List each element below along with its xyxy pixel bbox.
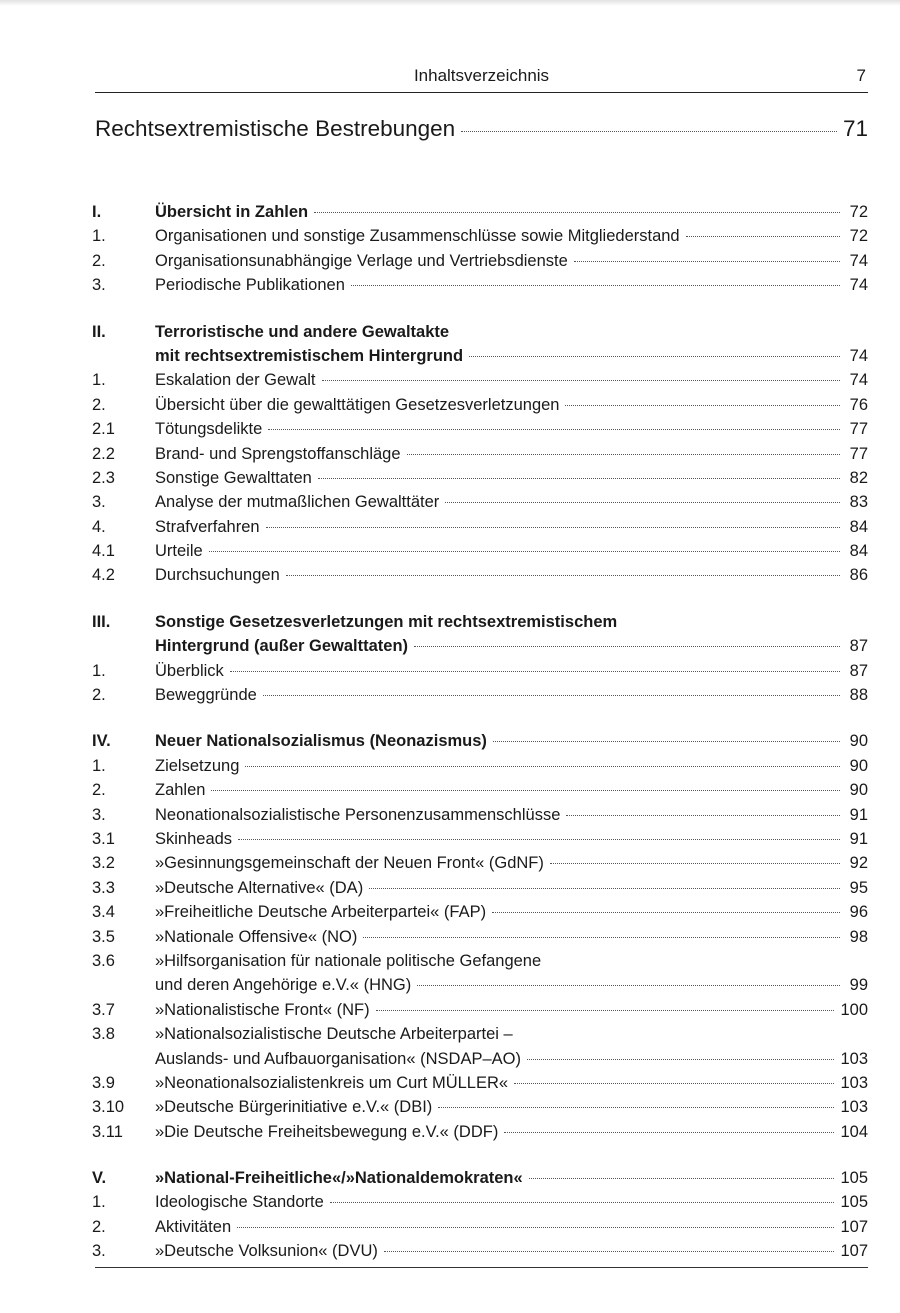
toc-entry-number: 3.7 [92, 1000, 115, 1019]
dot-leader [330, 1202, 835, 1203]
dot-leader [686, 236, 840, 237]
toc-entry-title: Aktivitäten [155, 1217, 232, 1236]
dot-leader [237, 1227, 834, 1228]
dot-leader [268, 429, 840, 430]
toc-section-heading[interactable] [92, 344, 868, 368]
toc-entry[interactable] [92, 1047, 868, 1071]
toc-entry[interactable] [92, 490, 868, 514]
toc-section-heading[interactable] [92, 1166, 868, 1190]
toc-entry-title: Durchsuchungen [155, 566, 280, 585]
toc-entry[interactable] [92, 973, 868, 997]
toc-section [92, 1166, 868, 1264]
toc-entry-title: »National-Freiheitliche«/»Nationaldemokraten« [155, 1169, 523, 1188]
toc-entry-title: »Hilfsorganisation für nationale politische Gefangene [155, 951, 542, 970]
toc-entry[interactable] [92, 1190, 868, 1214]
toc-entry-title: Periodische Publikationen [155, 276, 345, 295]
dot-leader [209, 551, 840, 552]
toc-entry-number: 2.2 [92, 444, 115, 463]
toc-entry-number: 3. [92, 1242, 106, 1261]
scan-top-band [0, 0, 900, 6]
dot-leader [550, 863, 840, 864]
dot-leader [266, 527, 840, 528]
toc-entry-title: Überblick [155, 661, 224, 680]
toc-entry-title: Zielsetzung [155, 756, 240, 775]
toc-section-heading[interactable] [92, 729, 868, 753]
dot-leader [438, 1107, 834, 1108]
toc-entry[interactable] [92, 224, 868, 248]
toc-entry-page: 77 [849, 420, 868, 439]
toc-entry-title: Übersicht in Zahlen [155, 203, 309, 221]
toc-section-heading [92, 320, 868, 344]
toc-entry[interactable] [92, 368, 868, 392]
toc-entry-number: II. [92, 322, 106, 341]
toc-entry-page: 77 [849, 444, 868, 463]
toc-entry-number: 2. [92, 686, 106, 705]
toc-entry-page: 84 [849, 542, 868, 561]
toc-entry-title: »Gesinnungsgemeinschaft der Neuen Front« (GdNF) [155, 854, 544, 873]
toc-entry-page: 107 [840, 1217, 868, 1236]
toc-entry-page: 88 [849, 686, 868, 705]
toc-section [92, 729, 868, 1144]
toc-entry-number: 2.3 [92, 468, 115, 487]
toc-entry[interactable] [92, 417, 868, 441]
toc-entry-number: 1. [92, 756, 106, 775]
toc-entry-number: 2. [92, 395, 106, 414]
toc-entry[interactable] [92, 998, 868, 1022]
dot-leader [407, 454, 840, 455]
dot-leader [238, 839, 840, 840]
toc-entry-title: »Nationalsozialistische Deutsche Arbeiterpartei – [155, 1025, 513, 1044]
dot-leader [314, 212, 840, 213]
toc-entry-title: Organisationsunabhängige Verlage und Vertriebsdienste [155, 251, 568, 270]
toc-entry-title: »Deutsche Alternative« (DA) [155, 878, 364, 897]
toc-entry-page: 76 [849, 395, 868, 414]
toc-entry-number: 3.5 [92, 927, 115, 946]
toc-entry-title: Terroristische und andere Gewaltakte [155, 322, 450, 341]
dot-leader [514, 1083, 834, 1084]
toc-entry[interactable] [92, 393, 868, 417]
toc-entry-page: 103 [840, 1073, 868, 1092]
toc-entry-title: und deren Angehörige e.V.« (HNG) [155, 976, 412, 995]
toc-entry-number: 3.10 [92, 1098, 125, 1117]
toc-entry-number: 4.1 [92, 542, 115, 561]
toc-entry-page: 96 [849, 903, 868, 922]
dot-leader [493, 741, 840, 742]
toc-entry-title: Tötungsdelikte [155, 420, 263, 439]
toc-entry[interactable] [92, 563, 868, 587]
toc-entry-page: 82 [849, 468, 868, 487]
toc-entry[interactable] [92, 803, 868, 827]
toc-entry-number: 1. [92, 227, 106, 246]
toc-entry-title: Auslands- und Aufbauorganisation« (NSDAP–AO) [155, 1049, 521, 1068]
toc-entry-title: Übersicht über die gewalttätigen Gesetzesverletzungen [155, 395, 560, 414]
toc-entry-page: 83 [849, 493, 868, 512]
toc-entry-title: »Nationale Offensive« (NO) [155, 927, 358, 946]
toc-entry-page: 91 [849, 805, 868, 824]
toc-entry-title: »Nationalistische Front« (NF) [155, 1000, 370, 1019]
toc-entry-page: 74 [849, 371, 868, 390]
toc-entry-number: 2. [92, 1217, 106, 1236]
toc-entry-title: Eskalation der Gewalt [155, 371, 316, 390]
dot-leader [211, 790, 840, 791]
toc-entry-page: 100 [840, 1000, 868, 1019]
toc-entry[interactable] [92, 851, 868, 875]
toc-entry-title: Zahlen [155, 781, 206, 800]
toc-entry[interactable] [92, 249, 868, 273]
toc-entry-title: Urteile [155, 542, 203, 561]
toc-entry-page: 72 [849, 227, 868, 246]
toc-entry[interactable] [92, 900, 868, 924]
dot-leader [527, 1059, 835, 1060]
toc-entry-number: 2.1 [92, 420, 115, 439]
toc-entry[interactable] [92, 515, 868, 539]
dot-leader [363, 937, 840, 938]
toc-entry-title: Organisationen und sonstige Zusammenschlüsse sowie Mitgliederstand [155, 227, 680, 246]
toc-entry-title: »Freiheitliche Deutsche Arbeiterpartei« (FAP) [155, 903, 487, 922]
toc-entry-title: Neonationalsozialistische Personenzusammenschlüsse [155, 805, 561, 824]
page-header [95, 62, 868, 93]
toc-entry-title: Ideologische Standorte [155, 1193, 324, 1212]
toc-entry-number: 1. [92, 661, 106, 680]
toc-entry [92, 1022, 868, 1046]
dot-leader [414, 646, 840, 647]
toc-entry [92, 949, 868, 973]
dot-leader [230, 671, 840, 672]
toc-entry-page: 105 [840, 1169, 868, 1188]
toc-entry-title: Beweggründe [155, 686, 257, 705]
toc-entry-page: 104 [840, 1122, 868, 1141]
toc-entry[interactable] [92, 659, 868, 683]
toc-entry[interactable] [92, 778, 868, 802]
page-number: 7 [856, 66, 866, 85]
toc-section [92, 320, 868, 588]
toc-section [92, 200, 868, 298]
toc-entry[interactable] [92, 827, 868, 851]
toc-entry[interactable] [92, 876, 868, 900]
toc-entry-number: 3.8 [92, 1025, 115, 1044]
toc-entry-page: 91 [849, 829, 868, 848]
dot-leader [529, 1178, 835, 1179]
toc-entry-page: 87 [849, 661, 868, 680]
dot-leader [566, 815, 840, 816]
toc-entry-page: 84 [849, 517, 868, 536]
toc-entry-title: Sonstige Gewalttaten [155, 468, 312, 487]
toc-entry[interactable] [92, 1071, 868, 1095]
main-entry-title: Rechtsextremistische Bestrebungen [95, 116, 456, 141]
toc-entry-page: 86 [849, 566, 868, 585]
dot-leader [445, 502, 840, 503]
toc-entry-page: 72 [849, 203, 868, 221]
dot-leader [565, 405, 840, 406]
toc-entry-number: 4. [92, 517, 106, 536]
toc-entry[interactable] [92, 273, 868, 297]
toc-entry-page: 103 [840, 1098, 868, 1117]
toc-entry-number: 1. [92, 1193, 106, 1212]
toc-entry-number: 2. [92, 251, 106, 270]
dot-leader [469, 356, 840, 357]
toc-entry[interactable] [92, 754, 868, 778]
toc-entry-number: 3.1 [92, 829, 115, 848]
dot-leader [376, 1010, 835, 1011]
toc-entry-title: »Deutsche Volksunion« (DVU) [155, 1242, 378, 1261]
toc-entry-page: 92 [849, 854, 868, 873]
dot-leader [263, 695, 840, 696]
toc-entry-number: V. [92, 1169, 107, 1188]
toc-entry-number: 3. [92, 805, 106, 824]
toc-entry-page: 98 [849, 927, 868, 946]
toc-entry[interactable] [92, 925, 868, 949]
toc-entry-title: »Deutsche Bürgerinitiative e.V.« (DBI) [155, 1098, 433, 1117]
dot-leader [384, 1251, 835, 1252]
toc-entry-title: Sonstige Gesetzesverletzungen mit rechtsextremistischem [155, 612, 618, 631]
dot-leader [245, 766, 840, 767]
toc-entry-title: Hintergrund (außer Gewalttaten) [155, 637, 409, 656]
toc-entry-page: 90 [849, 781, 868, 800]
toc-entry-title: Strafverfahren [155, 517, 260, 536]
dot-leader [351, 285, 840, 286]
toc-entry-number: 4.2 [92, 566, 115, 585]
toc-entry-number: 3.4 [92, 903, 115, 922]
toc-entry-number: IV. [92, 732, 111, 751]
toc-entry[interactable] [92, 1215, 868, 1239]
dot-leader [504, 1132, 834, 1133]
toc-section-heading[interactable] [92, 634, 868, 658]
toc-section-heading [92, 610, 868, 634]
toc-entry-number: 3.11 [92, 1122, 123, 1141]
toc-entry[interactable] [92, 1239, 868, 1263]
toc-entry-title: Neuer Nationalsozialismus (Neonazismus) [155, 732, 487, 751]
toc-entry[interactable] [92, 683, 868, 707]
toc-entry-page: 74 [849, 346, 868, 365]
main-toc-entry[interactable] [95, 116, 868, 142]
toc-entry[interactable] [92, 1095, 868, 1119]
table-of-contents [92, 200, 868, 1286]
toc-entry[interactable] [92, 1120, 868, 1144]
toc-entry-title: Analyse der mutmaßlichen Gewalttäter [155, 493, 440, 512]
toc-entry-page: 74 [849, 276, 868, 295]
dot-leader [461, 131, 837, 132]
toc-entry-number: 2. [92, 781, 106, 800]
dot-leader [286, 575, 840, 576]
toc-entry[interactable] [92, 539, 868, 563]
toc-entry-page: 90 [849, 732, 868, 751]
toc-entry-page: 90 [849, 756, 868, 775]
toc-entry-title: Brand- und Sprengstoffanschläge [155, 444, 401, 463]
toc-entry-number: 3.2 [92, 854, 115, 873]
dot-leader [322, 380, 841, 381]
dot-leader [417, 985, 840, 986]
toc-entry-page: 105 [840, 1193, 868, 1212]
toc-entry-title: mit rechtsextremistischem Hintergrund [155, 346, 464, 365]
toc-entry-page: 107 [840, 1242, 868, 1261]
running-title: Inhaltsverzeichnis [413, 66, 550, 85]
toc-entry-number: 3.3 [92, 878, 115, 897]
toc-entry-number: 3.6 [92, 951, 115, 970]
toc-entry-page: 87 [849, 637, 868, 656]
toc-entry-page: 74 [849, 251, 868, 270]
toc-entry-number: 3. [92, 276, 106, 295]
toc-section [92, 610, 868, 708]
toc-entry-number: 3.9 [92, 1073, 115, 1092]
toc-entry-number: 3. [92, 493, 106, 512]
toc-section-heading[interactable] [92, 200, 868, 224]
toc-entry-title: »Die Deutsche Freiheitsbewegung e.V.« (DDF) [155, 1122, 499, 1141]
toc-entry-title: »Neonationalsozialistenkreis um Curt MÜLLER« [155, 1073, 509, 1092]
toc-entry-number: I. [92, 203, 102, 221]
dot-leader [574, 261, 840, 262]
toc-entry-page: 99 [849, 976, 868, 995]
footer-rule [95, 1267, 868, 1268]
toc-entry[interactable] [92, 466, 868, 490]
dot-leader [492, 912, 840, 913]
toc-entry-page: 95 [849, 878, 868, 897]
toc-entry-title: Skinheads [155, 829, 233, 848]
dot-leader [318, 478, 840, 479]
toc-entry[interactable] [92, 442, 868, 466]
main-entry-page: 71 [842, 116, 868, 141]
toc-entry-page: 103 [840, 1049, 868, 1068]
toc-entry-number: 1. [92, 371, 106, 390]
dot-leader [369, 888, 840, 889]
toc-entry-number: III. [92, 612, 111, 631]
